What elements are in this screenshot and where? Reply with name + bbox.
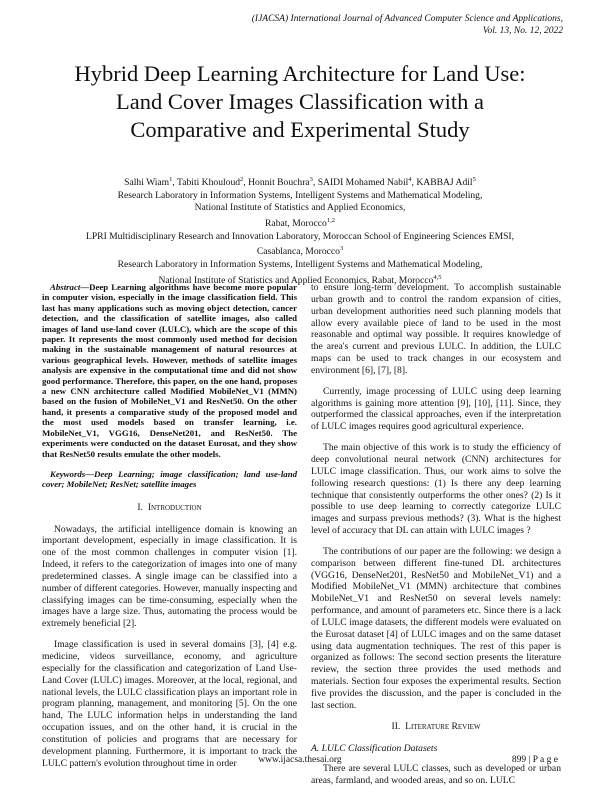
page-number: 899 | P a g e: [511, 755, 558, 765]
author-name: , SAIDI Mohamed Nabil: [312, 177, 409, 189]
title-line-3: Comparative and Experimental Study: [130, 117, 470, 142]
keywords-label: Keywords: [50, 468, 86, 479]
author-list: [40, 174, 560, 190]
author-name: Salhi Wiam: [124, 177, 170, 189]
affiliation-2-line-1: LPRI Multidisciplinary Research and Innovation Laboratory, Moroccan School of Engineering Sciences EMSI,: [85, 230, 515, 242]
author-block: [40, 174, 560, 288]
right-column: [311, 282, 561, 796]
affiliation-1-line-3: Rabat, Morocco$^{1,2}$: [265, 216, 335, 230]
author-name: , Tabiti Khouloud: [172, 177, 241, 189]
author-name: , KABBAJ Adil: [411, 177, 473, 189]
footer-url: www.ijacsa.thesai.org: [258, 755, 342, 765]
abstract: [42, 282, 297, 459]
journal-header: [252, 13, 563, 37]
affiliation-2-line-2: Casablanca, Morocco$^3$: [256, 245, 344, 258]
section-heading-introduction: I. Introduction: [137, 501, 202, 513]
title-line-2: Land Cover Images Classification with a: [115, 89, 485, 114]
author-sup: 3: [309, 176, 313, 183]
author-sup: 2: [240, 176, 244, 183]
author-sup: 5: [472, 176, 476, 183]
paragraph: The contributions of our paper are the following: we design a comparison between different fine-tuned DL architectures (VGG16, DenseNet201, ResNet50 and MobileNet_V1) and a Modified MobileNet_V1 (MMN) architecture that combines MobileNet_V1 and ResNet50 on several levels namely: performance, and amount of parameters etc. Since there is a lack of LULC image datasets, the different models were evaluated on the Eurosat dataset [4] of LULC images and on the same dataset using data augmentation techniques. The rest of this paper is organized as follows: The second section presents the literature review, the section three provides the used methods and materials. Section four exposes the experimental results. Section five provides the discussion, and the paper is concluded in the last section.: [311, 545, 561, 711]
affiliation-3-line-2: National Institute of Statistics and Applied Economics, Rabat, Morocco$^{4,5}$: [158, 273, 442, 286]
paragraph: Nowadays, the artificial intelligence domain is knowing an important development, especially in image classification. It is one of the most common challenges in computer vision [1]. Indeed, it refers to the categorization of images into one of many predetermined classes. A single image can be classified into a number of different categories. However, manually inspecting and classifying images can be time-consuming, especially when the images have a large size. Thus, automating the process would be extremely beneficial [2].: [42, 523, 297, 630]
keywords: [42, 469, 297, 490]
author-sup: 1: [169, 176, 173, 183]
affiliation-1-line-2: National Institute of Statistics and Applied Economics,: [194, 202, 406, 214]
author-sup: 4: [408, 176, 412, 183]
affiliation-1-line-1: Research Laboratory in Information Systems, Intelligent Systems and Mathematical Modeling,: [117, 189, 483, 201]
paragraph: The main objective of this work is to study the efficiency of deep convolutional neural network (CNN) architectures for LULC image classification. Thus, our work aims to solve the following research questions: (1) Is there any deep learning technique that consistently outperforms the other ones? (2) Is it possible to use deep learning to correctly categorize LULC images and surpass previous methods? (3). What is the highest level of accuracy that DL can attain with LULC images ?: [311, 442, 561, 537]
paper-title: [40, 60, 560, 144]
journal-volume: Vol. 13, No. 12, 2022: [482, 26, 563, 36]
keywords-text: —Deep Learning; image classification; land use-land cover; MobileNet; ResNet; satellite images: [42, 468, 297, 490]
journal-name: (IJACSA) International Journal of Advanced Computer Science and Applications,: [251, 14, 563, 24]
title-line-1: Hybrid Deep Learning Architecture for Land Use:: [74, 61, 526, 86]
left-column: [42, 282, 297, 778]
abstract-label: Abstract: [50, 282, 81, 292]
paragraph: There are several LULC classes, such as developed or urban areas, farmland, and wooded areas, and so on. LULC: [311, 763, 561, 787]
paragraph: Image classification is used in several domains [3], [4] e.g. medicine, videos surveillance, economy, and agriculture especially for the classification and categorization of Land Use-Land Cover (LULC) images. Moreover, at the local, regional, and national levels, the LULC classification plays an important role in program planning, management, and monitoring [5]. On the one hand, The LULC information helps in understanding the land occupation issues, and on the other hand, it is crucial in the constitution of policies and programs that are necessary for development planning. Furthermore, it is important to track the LULC pattern's evolution throughout time in order: [42, 639, 297, 769]
affiliation-3-line-1: Research Laboratory in Information Systems, Intelligent Systems and Mathematical Modeling,: [117, 259, 483, 271]
section-heading-literature-review: II. Literature Review: [391, 720, 481, 732]
paragraph: to ensure long-term development. To accomplish sustainable urban growth and to control the random expansion of cities, urban development authorities need such planning models that allow every available piece of land to be used in the most reasonable and optimal way possible. It requires knowledge of the area's current and previous LULC. In addition, the LULC maps can be used to track changes in our ecosystem and environment [6], [7], [8].: [311, 282, 561, 376]
subsection-heading: A. LULC Classification Datasets: [311, 742, 438, 754]
paragraph: Currently, image processing of LULC using deep learning algorithms is gaining more attention [9], [10], [11]. Since, they outperformed the classical approaches, even if the interpretation of LULC images requires good agricultural experience.: [311, 385, 561, 433]
abstract-text: —Deep Learning algorithms have become more popular in computer vision, especially in the image classification field. This last has many applications such as moving object detection, cancer detection, and the classification of satellite images, also called images of land use-land cover (LULC), which are the scope of this paper. It represents the most commonly used method for decision making in the sustainable management of natural resources at various geographical levels. However, methods of satellite images analysis are expensive in the computational time and did not show good performance. Therefore, this paper, on the one hand, proposes a new CNN architecture called Modified MobileNet_V1 (MMN) based on the fusion of MobileNet_V1 and ResNet50. On the other hand, it presents a comparative study of the proposed model and the most used models based on transfer learning, i.e. MobileNet_V1, VGG16, DenseNet201, and ResNet50. The experiments were conducted on the dataset Eurosat, and they show that ResNet50 results emulate the other models.: [42, 282, 297, 459]
author-name: , Honnit Bouchra: [243, 177, 310, 189]
